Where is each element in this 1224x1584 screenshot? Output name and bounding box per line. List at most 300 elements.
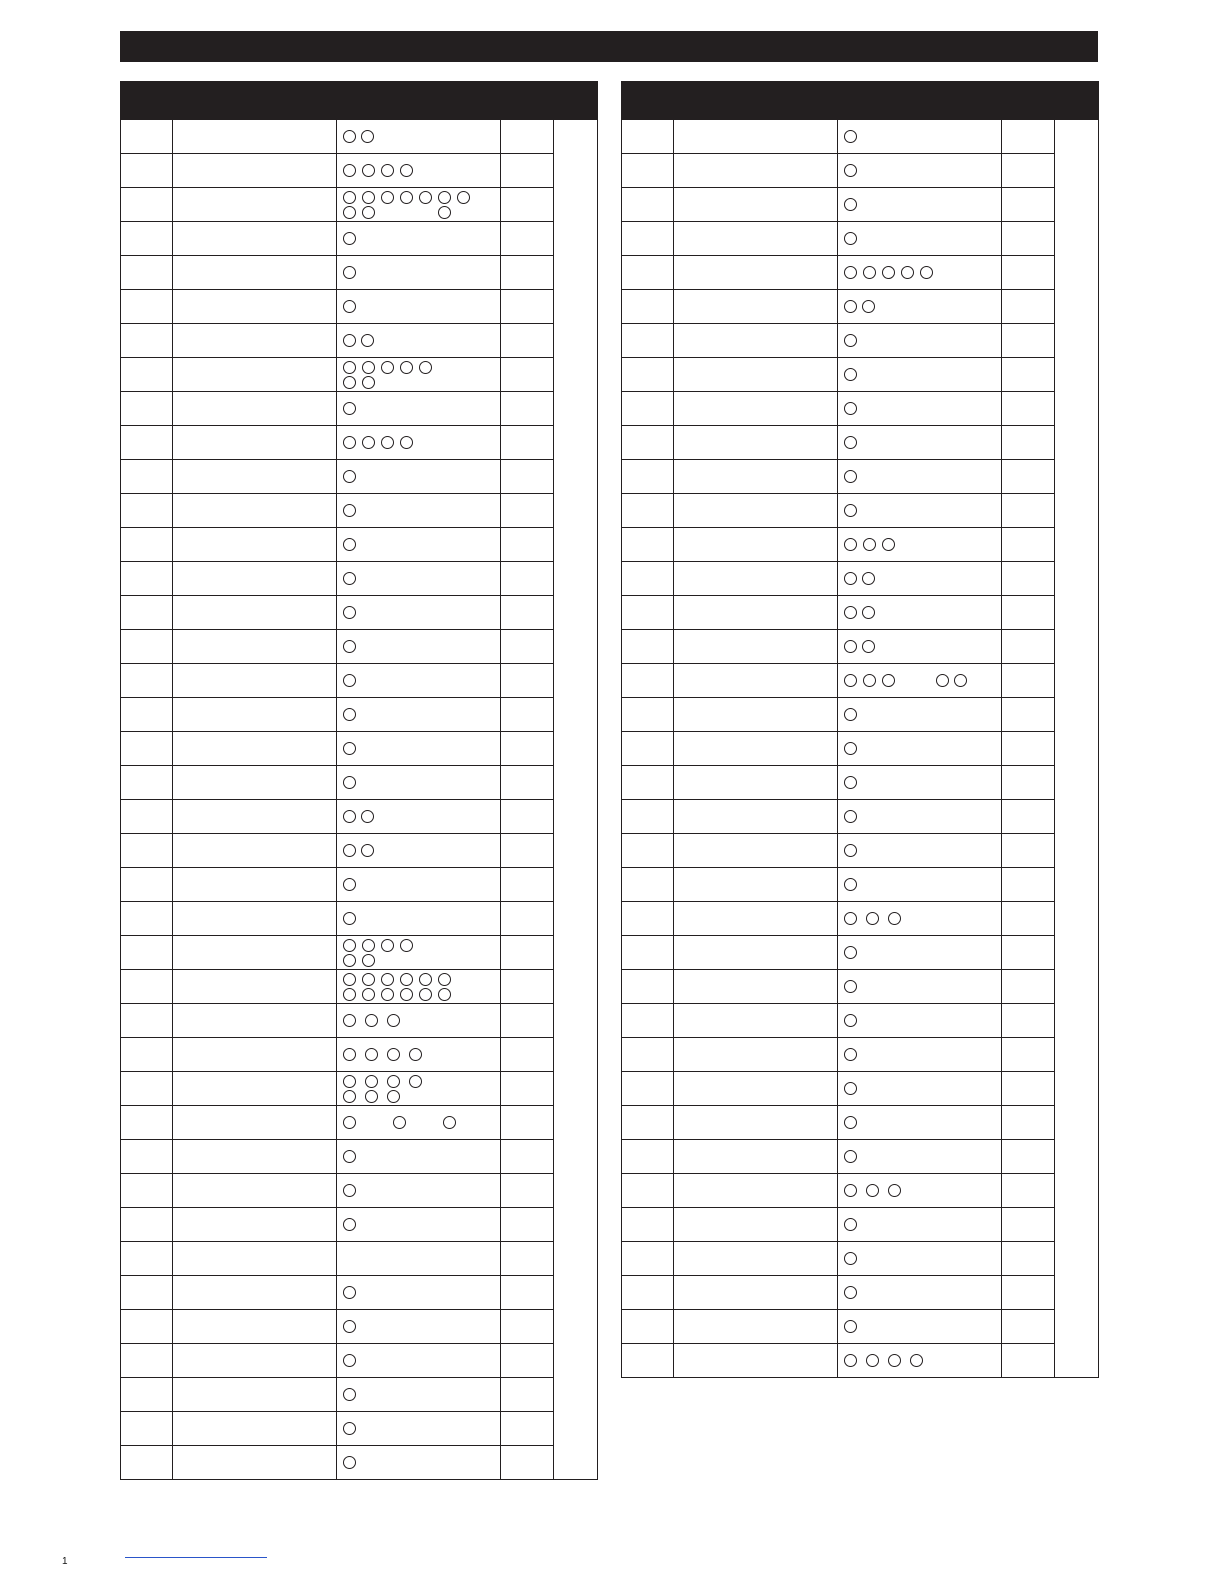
- table-cell: [337, 1344, 501, 1378]
- table-cell: [173, 732, 337, 766]
- circle-marker: [362, 361, 375, 374]
- table-cell: [121, 528, 173, 562]
- reference-circles: [343, 673, 500, 688]
- table-cell: [337, 1378, 501, 1412]
- circle-marker: [362, 436, 375, 449]
- table-cell: [622, 256, 674, 290]
- table-cell: [622, 358, 674, 392]
- table-cell: [173, 902, 337, 936]
- circle-marker: [844, 980, 857, 993]
- table-cell: [501, 868, 554, 902]
- table-cell: [501, 324, 554, 358]
- table-row: [622, 562, 1099, 596]
- table-cell: [838, 800, 1002, 834]
- table-cell: [1002, 732, 1055, 766]
- circle-marker: [381, 191, 394, 204]
- table-cell: [337, 1072, 501, 1106]
- table-cell: [121, 902, 173, 936]
- table-cell: [622, 494, 674, 528]
- circle-marker: [343, 538, 356, 551]
- table-cell: [337, 834, 501, 868]
- circle-marker: [400, 191, 413, 204]
- table-cell: [501, 222, 554, 256]
- circle-marker: [888, 912, 901, 925]
- table-cell: [1002, 1038, 1055, 1072]
- table-cell: [173, 494, 337, 528]
- table-cell: [674, 1344, 838, 1378]
- table-row: [622, 596, 1099, 630]
- circle-marker: [343, 266, 356, 279]
- table-cell: [622, 596, 674, 630]
- circle-marker: [362, 206, 375, 219]
- table-cell: [501, 1038, 554, 1072]
- table-cell: [337, 1004, 501, 1038]
- table-cell: [674, 358, 838, 392]
- circle-marker: [863, 538, 876, 551]
- table-row: [121, 562, 598, 596]
- circle-marker: [343, 470, 356, 483]
- circle-marker: [362, 376, 375, 389]
- table-cell: [337, 800, 501, 834]
- table-row: [121, 1004, 598, 1038]
- table-cell: [173, 1276, 337, 1310]
- table-cell: [622, 1174, 674, 1208]
- table-cell: [173, 1140, 337, 1174]
- circle-marker: [381, 973, 394, 986]
- table-cell: [121, 1310, 173, 1344]
- circle-marker: [343, 810, 356, 823]
- circle-marker: [419, 973, 432, 986]
- table-cell: [1002, 664, 1055, 698]
- table-cell: [501, 528, 554, 562]
- circle-marker: [844, 130, 857, 143]
- reference-circles: [343, 1455, 500, 1470]
- table-row: [622, 528, 1099, 562]
- circle-marker: [343, 939, 356, 952]
- reference-circles: [343, 401, 500, 416]
- circle-marker: [920, 266, 933, 279]
- table-cell: [1002, 1072, 1055, 1106]
- table-cell: [1002, 1276, 1055, 1310]
- circle-marker: [400, 973, 413, 986]
- circle-marker: [844, 1082, 857, 1095]
- circle-marker: [844, 198, 857, 211]
- reference-circles: [343, 911, 500, 926]
- table-cell: [121, 970, 173, 1004]
- table-cell: [674, 596, 838, 630]
- table-cell: [121, 1446, 173, 1480]
- table-cell: [173, 1174, 337, 1208]
- circle-marker: [844, 742, 857, 755]
- table-cell: [1002, 256, 1055, 290]
- table-cell: [121, 834, 173, 868]
- table-cell: [173, 222, 337, 256]
- reference-circles: [343, 809, 500, 824]
- table-row: [121, 1208, 598, 1242]
- circle-marker: [343, 973, 356, 986]
- circle-marker: [844, 572, 857, 585]
- merged-cell: [1055, 120, 1099, 1378]
- circle-marker: [343, 776, 356, 789]
- circle-marker: [343, 1150, 356, 1163]
- table-cell: [501, 1174, 554, 1208]
- table-cell: [173, 596, 337, 630]
- circle-marker: [457, 191, 470, 204]
- table-cell: [173, 1344, 337, 1378]
- table-cell: [622, 528, 674, 562]
- table-cell: [838, 664, 1002, 698]
- circle-marker: [400, 939, 413, 952]
- circle-marker: [365, 1090, 378, 1103]
- reference-circles: [343, 360, 500, 390]
- table-cell: [674, 1140, 838, 1174]
- table-cell: [501, 630, 554, 664]
- reference-circles: [844, 469, 1001, 484]
- circle-marker: [866, 1184, 879, 1197]
- circle-marker: [844, 1218, 857, 1231]
- reference-circles: [844, 333, 1001, 348]
- circle-marker: [361, 334, 374, 347]
- table-cell: [1002, 324, 1055, 358]
- circle-marker: [343, 878, 356, 891]
- table-cell: [173, 324, 337, 358]
- table-cell: [674, 324, 838, 358]
- table-row: [622, 460, 1099, 494]
- table-row: [622, 936, 1099, 970]
- table-row: [622, 290, 1099, 324]
- table-cell: [838, 460, 1002, 494]
- table-cell: [501, 188, 554, 222]
- table-cell: [622, 324, 674, 358]
- circle-marker: [888, 1354, 901, 1367]
- circle-marker: [343, 1320, 356, 1333]
- table-cell: [838, 834, 1002, 868]
- circle-marker: [863, 674, 876, 687]
- table-row: [121, 1446, 598, 1480]
- circle-marker: [343, 402, 356, 415]
- table-cell: [674, 970, 838, 1004]
- table-cell: [173, 188, 337, 222]
- table-cell: [337, 1242, 501, 1276]
- reference-circles: [844, 707, 1001, 722]
- table-cell: [838, 358, 1002, 392]
- circle-marker: [343, 1354, 356, 1367]
- table-cell: [173, 120, 337, 154]
- table-row: [622, 154, 1099, 188]
- reference-circles: [844, 1013, 1001, 1028]
- reference-circles: [844, 1115, 1001, 1130]
- circle-marker: [443, 1116, 456, 1129]
- table-cell: [838, 766, 1002, 800]
- circle-marker: [438, 988, 451, 1001]
- table-cell: [501, 834, 554, 868]
- table-cell: [501, 1072, 554, 1106]
- table-cell: [622, 800, 674, 834]
- table-row: [121, 426, 598, 460]
- table-cell: [337, 732, 501, 766]
- circle-marker: [343, 1456, 356, 1469]
- table-row: [622, 256, 1099, 290]
- table-cell: [674, 800, 838, 834]
- circle-marker: [866, 1354, 879, 1367]
- header-cell: [173, 82, 337, 120]
- table-cell: [674, 1242, 838, 1276]
- circle-marker: [844, 504, 857, 517]
- circle-marker: [381, 939, 394, 952]
- table-cell: [622, 1038, 674, 1072]
- table-cell: [622, 426, 674, 460]
- reference-circles: [343, 1047, 500, 1062]
- table-cell: [838, 1174, 1002, 1208]
- table-cell: [674, 426, 838, 460]
- table-cell: [173, 154, 337, 188]
- reference-circles: [343, 537, 500, 552]
- table-row: [121, 1310, 598, 1344]
- table-cell: [337, 1446, 501, 1480]
- reference-circles: [844, 775, 1001, 790]
- table-cell: [838, 1208, 1002, 1242]
- table-cell: [121, 1412, 173, 1446]
- table-cell: [337, 664, 501, 698]
- table-cell: [337, 1140, 501, 1174]
- table-cell: [173, 528, 337, 562]
- table-cell: [1002, 1004, 1055, 1038]
- reference-circles: [343, 299, 500, 314]
- reference-circles: [343, 877, 500, 892]
- table-cell: [622, 936, 674, 970]
- table-row: [121, 120, 598, 154]
- table-row: [121, 290, 598, 324]
- table-row: [622, 188, 1099, 222]
- circle-marker: [844, 436, 857, 449]
- parts-table-right: [621, 81, 1099, 1378]
- circle-marker: [862, 572, 875, 585]
- reference-circles: [844, 1319, 1001, 1334]
- table-row: [622, 970, 1099, 1004]
- reference-circles: [844, 1353, 1001, 1368]
- circle-marker: [393, 1116, 406, 1129]
- table-row: [121, 1344, 598, 1378]
- table-cell: [838, 1242, 1002, 1276]
- header-cell: [121, 82, 173, 120]
- table-row: [121, 1072, 598, 1106]
- circle-marker: [361, 844, 374, 857]
- table-cell: [674, 1208, 838, 1242]
- table-cell: [622, 664, 674, 698]
- circle-marker: [438, 191, 451, 204]
- table-row: [121, 222, 598, 256]
- reference-circles: [844, 435, 1001, 450]
- reference-circles: [844, 911, 1001, 926]
- reference-circles: [343, 938, 500, 968]
- table-cell: [838, 290, 1002, 324]
- reference-circles: [343, 163, 500, 178]
- table-cell: [838, 426, 1002, 460]
- reference-circles: [844, 163, 1001, 178]
- header-cell: [554, 82, 598, 120]
- reference-circles: [343, 231, 500, 246]
- table-cell: [838, 256, 1002, 290]
- table-cell: [1002, 834, 1055, 868]
- table-cell: [674, 120, 838, 154]
- table-cell: [337, 256, 501, 290]
- table-row: [622, 766, 1099, 800]
- table-row: [622, 1038, 1099, 1072]
- table-cell: [173, 1208, 337, 1242]
- table-cell: [622, 1140, 674, 1174]
- circle-marker: [387, 1048, 400, 1061]
- table-cell: [121, 1242, 173, 1276]
- circle-marker: [343, 1184, 356, 1197]
- table-cell: [337, 290, 501, 324]
- table-cell: [337, 1276, 501, 1310]
- table-cell: [121, 630, 173, 664]
- reference-circles: [844, 605, 1001, 620]
- table-cell: [337, 630, 501, 664]
- table-cell: [1002, 528, 1055, 562]
- table-cell: [337, 596, 501, 630]
- table-cell: [674, 1004, 838, 1038]
- table-cell: [121, 1004, 173, 1038]
- table-cell: [838, 528, 1002, 562]
- table-cell: [674, 154, 838, 188]
- table-cell: [501, 1004, 554, 1038]
- reference-circles: [844, 197, 1001, 212]
- circle-marker: [343, 606, 356, 619]
- table-cell: [1002, 1106, 1055, 1140]
- table-cell: [1002, 1344, 1055, 1378]
- reference-circles: [343, 843, 500, 858]
- table-cell: [622, 868, 674, 902]
- table-row: [121, 868, 598, 902]
- table-cell: [622, 1276, 674, 1310]
- circle-marker: [362, 973, 375, 986]
- table-row: [121, 766, 598, 800]
- table-cell: [501, 902, 554, 936]
- table-cell: [337, 1174, 501, 1208]
- circle-marker: [362, 939, 375, 952]
- table-cell: [1002, 596, 1055, 630]
- circle-marker: [343, 1218, 356, 1231]
- table-cell: [337, 1412, 501, 1446]
- table-cell: [501, 732, 554, 766]
- table-cell: [622, 732, 674, 766]
- circle-marker: [381, 988, 394, 1001]
- circle-marker: [844, 810, 857, 823]
- table-cell: [501, 358, 554, 392]
- table-cell: [337, 1310, 501, 1344]
- table-cell: [501, 698, 554, 732]
- reference-circles: [844, 673, 1001, 688]
- table-cell: [838, 1344, 1002, 1378]
- table-cell: [337, 426, 501, 460]
- table-cell: [337, 936, 501, 970]
- table-cell: [674, 1072, 838, 1106]
- header-cell: [674, 82, 838, 120]
- table-cell: [121, 358, 173, 392]
- table-cell: [173, 256, 337, 290]
- table-cell: [674, 290, 838, 324]
- table-row: [121, 460, 598, 494]
- table-cell: [674, 664, 838, 698]
- reference-circles: [844, 401, 1001, 416]
- table-cell: [674, 528, 838, 562]
- table-row: [121, 324, 598, 358]
- table-cell: [121, 1378, 173, 1412]
- table-cell: [674, 698, 838, 732]
- table-cell: [622, 1106, 674, 1140]
- circle-marker: [882, 266, 895, 279]
- table-row: [121, 936, 598, 970]
- circle-marker: [343, 130, 356, 143]
- table-cell: [501, 1378, 554, 1412]
- table-cell: [622, 970, 674, 1004]
- reference-circles: [844, 571, 1001, 586]
- table-row: [121, 698, 598, 732]
- table-cell: [337, 358, 501, 392]
- table-cell: [337, 868, 501, 902]
- circle-marker: [844, 402, 857, 415]
- table-cell: [173, 562, 337, 596]
- circle-marker: [343, 988, 356, 1001]
- table-row: [622, 222, 1099, 256]
- table-row: [121, 664, 598, 698]
- table-cell: [501, 120, 554, 154]
- table-header: [622, 82, 1099, 120]
- table-cell: [501, 290, 554, 324]
- table-cell: [501, 256, 554, 290]
- table-cell: [838, 1140, 1002, 1174]
- table-cell: [501, 154, 554, 188]
- table-row: [121, 1106, 598, 1140]
- circle-marker: [343, 1048, 356, 1061]
- table-cell: [674, 188, 838, 222]
- circle-marker: [844, 538, 857, 551]
- table-cell: [337, 1106, 501, 1140]
- circle-marker: [343, 674, 356, 687]
- table-cell: [622, 1208, 674, 1242]
- table-cell: [1002, 936, 1055, 970]
- circle-marker: [365, 1048, 378, 1061]
- table-cell: [173, 800, 337, 834]
- table-cell: [121, 460, 173, 494]
- table-row: [622, 1004, 1099, 1038]
- table-cell: [121, 1038, 173, 1072]
- circle-marker: [343, 334, 356, 347]
- reference-circles: [844, 1251, 1001, 1266]
- circle-marker: [387, 1014, 400, 1027]
- table-row: [121, 494, 598, 528]
- circle-marker: [862, 640, 875, 653]
- circle-marker: [343, 1090, 356, 1103]
- table-cell: [622, 290, 674, 324]
- circle-marker: [844, 1048, 857, 1061]
- circle-marker: [362, 164, 375, 177]
- circle-marker: [910, 1354, 923, 1367]
- table-row: [622, 698, 1099, 732]
- table-cell: [674, 1276, 838, 1310]
- table-cell: [121, 120, 173, 154]
- table-row: [121, 1378, 598, 1412]
- reference-circles: [844, 945, 1001, 960]
- circle-marker: [343, 232, 356, 245]
- table-row: [622, 1174, 1099, 1208]
- table-cell: [121, 1140, 173, 1174]
- reference-circles: [844, 231, 1001, 246]
- table-row: [121, 732, 598, 766]
- table-cell: [121, 256, 173, 290]
- table-cell: [1002, 154, 1055, 188]
